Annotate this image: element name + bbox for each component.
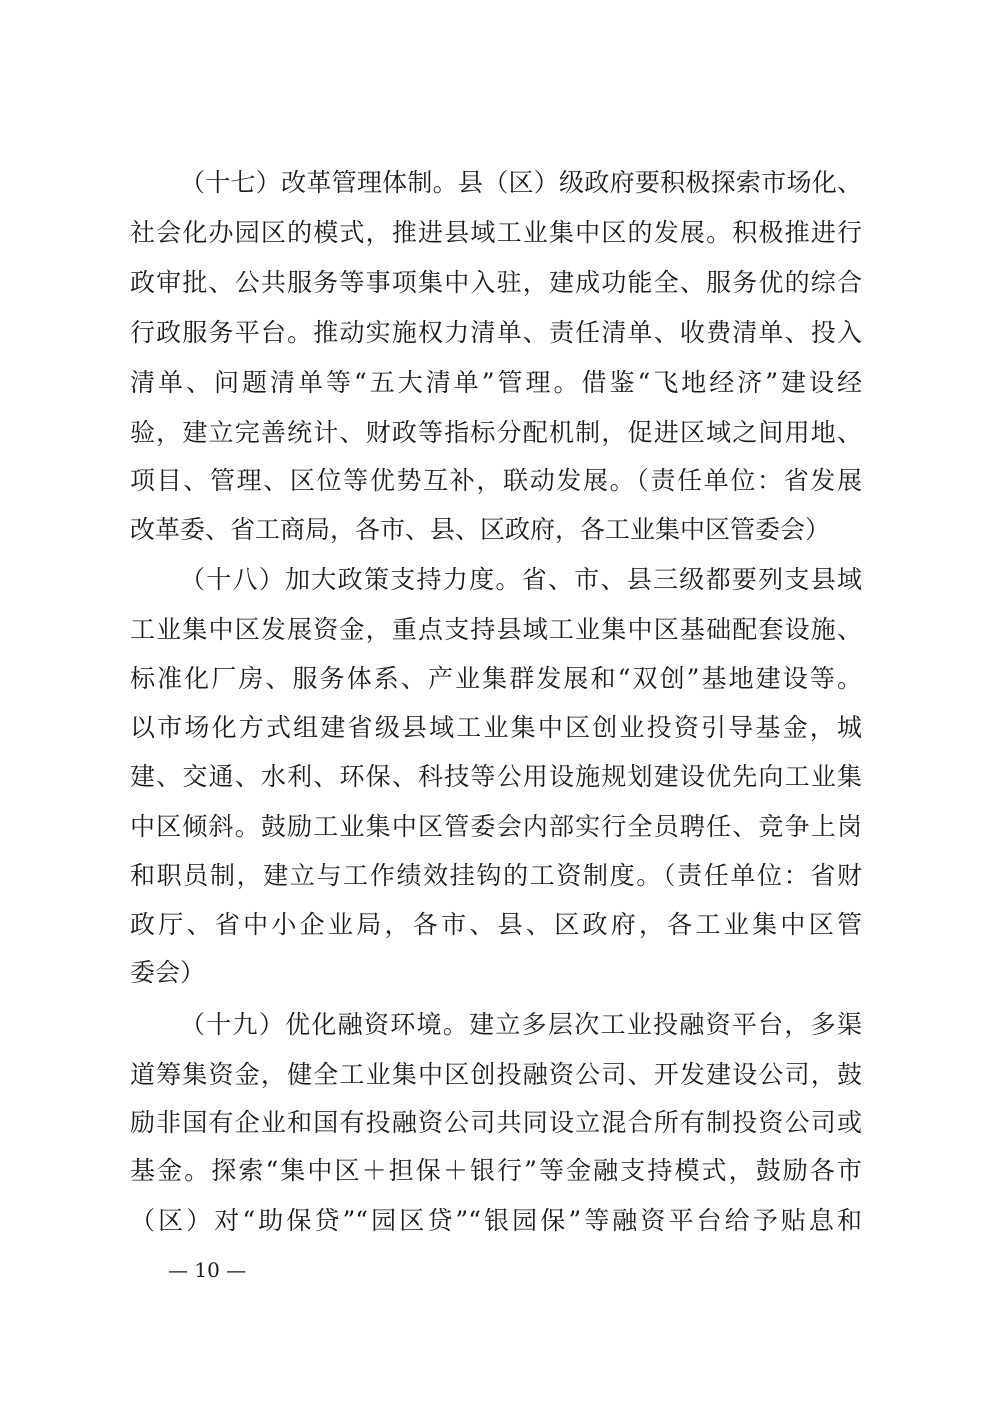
paragraph-line: （十九）优化融资环境。建立多层次工业投融资平台，多渠 [180,1010,862,1039]
paragraph-line: 标准化厂房、服务体系、产业集群发展和“双创”基地建设等。 [130,664,862,693]
paragraph-line: 验，建立完善统计、财政等指标分配机制，促进区域之间用地、 [130,418,862,447]
paragraph-line: （区）对“助保贷”“园区贷”“银园保”等融资平台给予贴息和 [130,1206,862,1235]
paragraph-line: 社会化办园区的模式，推进县域工业集中区的发展。积极推进行 [130,218,862,247]
paragraph-line: 委会） [130,958,206,987]
paragraph-line: （十八）加大政策支持力度。省、市、县三级都要列支县域 [180,565,862,594]
paragraph-line: 项目、管理、区位等优势互补，联动发展。（责任单位：省发展 [130,466,862,495]
paragraph-line: 政厅、省中小企业局，各市、县、区政府，各工业集中区管 [130,910,862,939]
paragraph-line: 和职员制，建立与工作绩效挂钩的工资制度。（责任单位：省财 [130,861,862,890]
paragraph-line: （十七）改革管理体制。县（区）级政府要积极探索市场化、 [180,168,862,197]
paragraph-line: 政审批、公共服务等事项集中入驻，建成功能全、服务优的综合 [130,268,862,297]
paragraph-line: 励非国有企业和国有投融资公司共同设立混合所有制投资公司或 [130,1108,862,1137]
paragraph-line: 工业集中区发展资金，重点支持县域工业集中区基础配套设施、 [130,615,862,644]
page-number: — 10 — [168,1258,247,1282]
paragraph-line: 中区倾斜。鼓励工业集中区管委会内部实行全员聘任、竞争上岗 [130,812,862,841]
paragraph-line: 改革委、省工商局，各市、县、区政府，各工业集中区管委会） [130,515,831,544]
paragraph-line: 道筹集资金，健全工业集中区创投融资公司、开发建设公司，鼓 [130,1060,862,1089]
paragraph-line: 清单、问题清单等“五大清单”管理。借鉴“飞地经济”建设经 [130,368,862,397]
paragraph-line: 基金。探索“集中区＋担保＋银行”等金融支持模式，鼓励各市 [130,1156,862,1185]
paragraph-line: 以市场化方式组建省级县域工业集中区创业投资引导基金，城 [130,713,862,742]
paragraph-line: 建、交通、水利、环保、科技等公用设施规划建设优先向工业集 [130,762,862,791]
paragraph-line: 行政服务平台。推动实施权力清单、责任清单、收费清单、投入 [130,318,862,347]
